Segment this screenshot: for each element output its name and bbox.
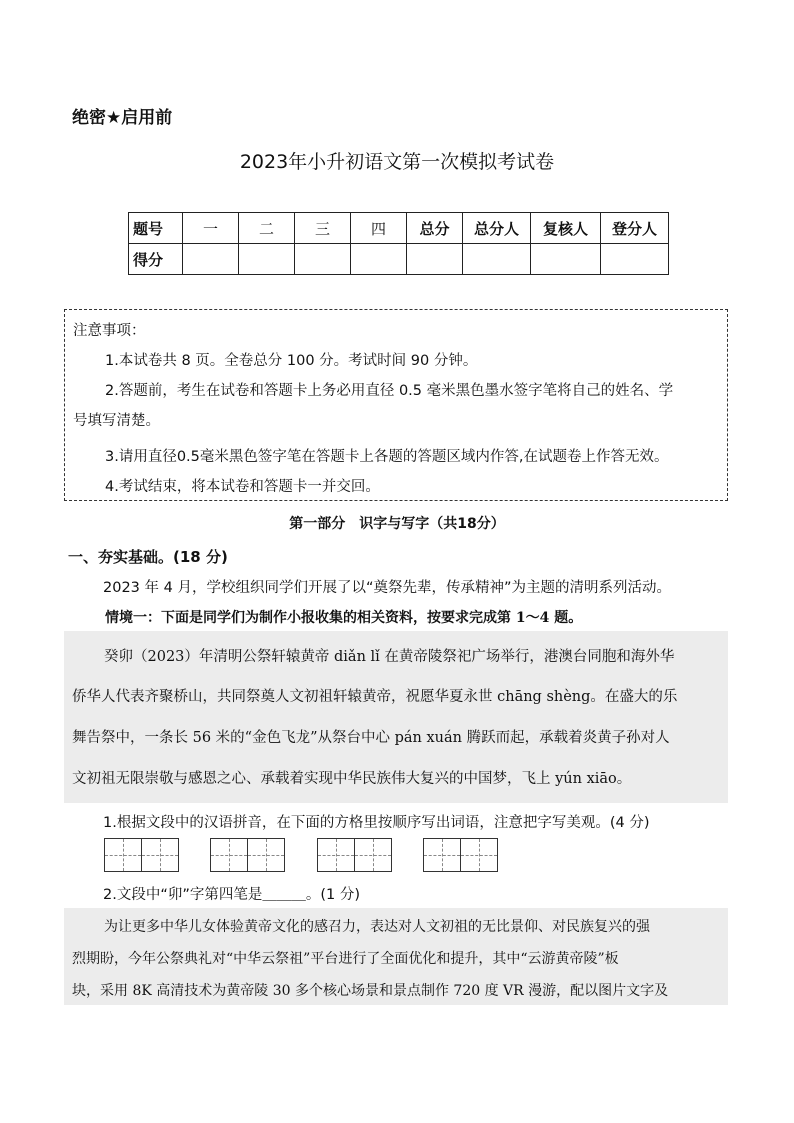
answer-cell[interactable] xyxy=(142,839,179,871)
notice-line-2a: 2.答题前，考生在试卷和答题卡上务必用直径 0.5 毫米黑色墨水签字笔将自己的姓名、学 xyxy=(105,383,674,399)
passage-1-block xyxy=(64,631,728,803)
score-cell-reviewer: 复核人 xyxy=(531,213,601,244)
passage-2-line-2: 烈期盼，今年公祭典礼对“中华云祭祖”平台进行了全面优化和提升，其中“云游黄帝陵”板 xyxy=(72,951,619,967)
question-2: 2.文段中“卯”字第四笔是＿＿＿。(1 分) xyxy=(103,887,361,903)
passage-1-line-3: 舞告祭中，一条长 56 米的“金色飞龙”从祭台中心 pán xuán 腾跃而起，承载着炎黄子孙对人 xyxy=(72,730,670,746)
score-blank xyxy=(239,244,295,275)
notice-heading: 注意事项： xyxy=(73,323,146,339)
notice-line-2b: 号填写清楚。 xyxy=(73,413,160,429)
exam-title: 2023年小升初语文第一次模拟考试卷 xyxy=(239,151,555,173)
section-heading: 一、夯实基础。(18 分) xyxy=(68,548,228,566)
answer-grid-4[interactable] xyxy=(423,838,498,872)
score-cell-recorder: 登分人 xyxy=(601,213,669,244)
passage-2-line-3: 块，采用 8K 高清技术为黄帝陵 30 多个核心场景和景点制作 720 度 VR 漫游，配以图片文字及 xyxy=(72,983,669,999)
answer-grid-2[interactable] xyxy=(210,838,285,872)
answer-cell[interactable] xyxy=(318,839,355,871)
score-table xyxy=(128,212,669,275)
question-1: 1.根据文段中的汉语拼音，在下面的方格里按顺序写出词语，注意把字写美观。(4 分) xyxy=(103,815,650,831)
answer-grid-1[interactable] xyxy=(104,838,179,872)
score-blank xyxy=(295,244,351,275)
scene-instruction: 情境一：下面是同学们为制作小报收集的相关资料，按要求完成第 1～4 题。 xyxy=(105,610,583,626)
answer-cell[interactable] xyxy=(211,839,248,871)
answer-cell[interactable] xyxy=(105,839,142,871)
intro-paragraph: 2023 年 4 月，学校组织同学们开展了以“奠祭先辈，传承精神”为主题的清明系列活动。 xyxy=(103,580,671,596)
passage-1-line-1: 癸卯（2023）年清明公祭轩辕黄帝 diǎn lǐ 在黄帝陵祭祀广场举行，港澳台同胞和海外华 xyxy=(104,649,675,665)
notice-line-3: 3.请用直径0.5毫米黑色签字笔在答题卡上各题的答题区域内作答,在试题卷上作答无效。 xyxy=(105,449,669,465)
answer-cell[interactable] xyxy=(461,839,498,871)
score-blank xyxy=(463,244,531,275)
score-row-label: 得分 xyxy=(129,244,183,275)
score-cell-2: 二 xyxy=(239,213,295,244)
score-table-score-row xyxy=(129,244,669,275)
answer-cell[interactable] xyxy=(424,839,461,871)
score-blank xyxy=(531,244,601,275)
score-cell-3: 三 xyxy=(295,213,351,244)
score-blank xyxy=(183,244,239,275)
score-cell-4: 四 xyxy=(351,213,407,244)
score-blank xyxy=(601,244,669,275)
passage-2-block xyxy=(64,908,728,1005)
answer-cell[interactable] xyxy=(248,839,285,871)
score-blank xyxy=(407,244,463,275)
part-heading: 第一部分 识字与写字（共18分） xyxy=(289,516,505,532)
score-cell-label: 题号 xyxy=(129,213,183,244)
passage-2-line-1: 为让更多中华儿女体验黄帝文化的感召力，表达对人文初祖的无比景仰、对民族复兴的强 xyxy=(104,919,650,935)
notice-line-4: 4.考试结束，将本试卷和答题卡一并交回。 xyxy=(105,479,380,495)
score-cell-total: 总分 xyxy=(407,213,463,244)
score-blank xyxy=(351,244,407,275)
passage-1-line-4: 文初祖无限崇敬与感恩之心、承载着实现中华民族伟大复兴的中国梦，飞上 yún xiāo。 xyxy=(72,771,632,787)
passage-1-line-2: 侨华人代表齐聚桥山，共同祭奠人文初祖轩辕黄帝，祝愿华夏永世 chāng shèng。在盛大的乐 xyxy=(72,689,678,705)
answer-cell[interactable] xyxy=(355,839,392,871)
notice-box xyxy=(64,309,728,501)
score-cell-1: 一 xyxy=(183,213,239,244)
confidential-label: 绝密★启用前 xyxy=(72,108,173,128)
score-table-header-row xyxy=(129,213,669,244)
notice-line-1: 1.本试卷共 8 页。全卷总分 100 分。考试时间 90 分钟。 xyxy=(105,353,478,369)
answer-grid-3[interactable] xyxy=(317,838,392,872)
score-cell-total-person: 总分人 xyxy=(463,213,531,244)
